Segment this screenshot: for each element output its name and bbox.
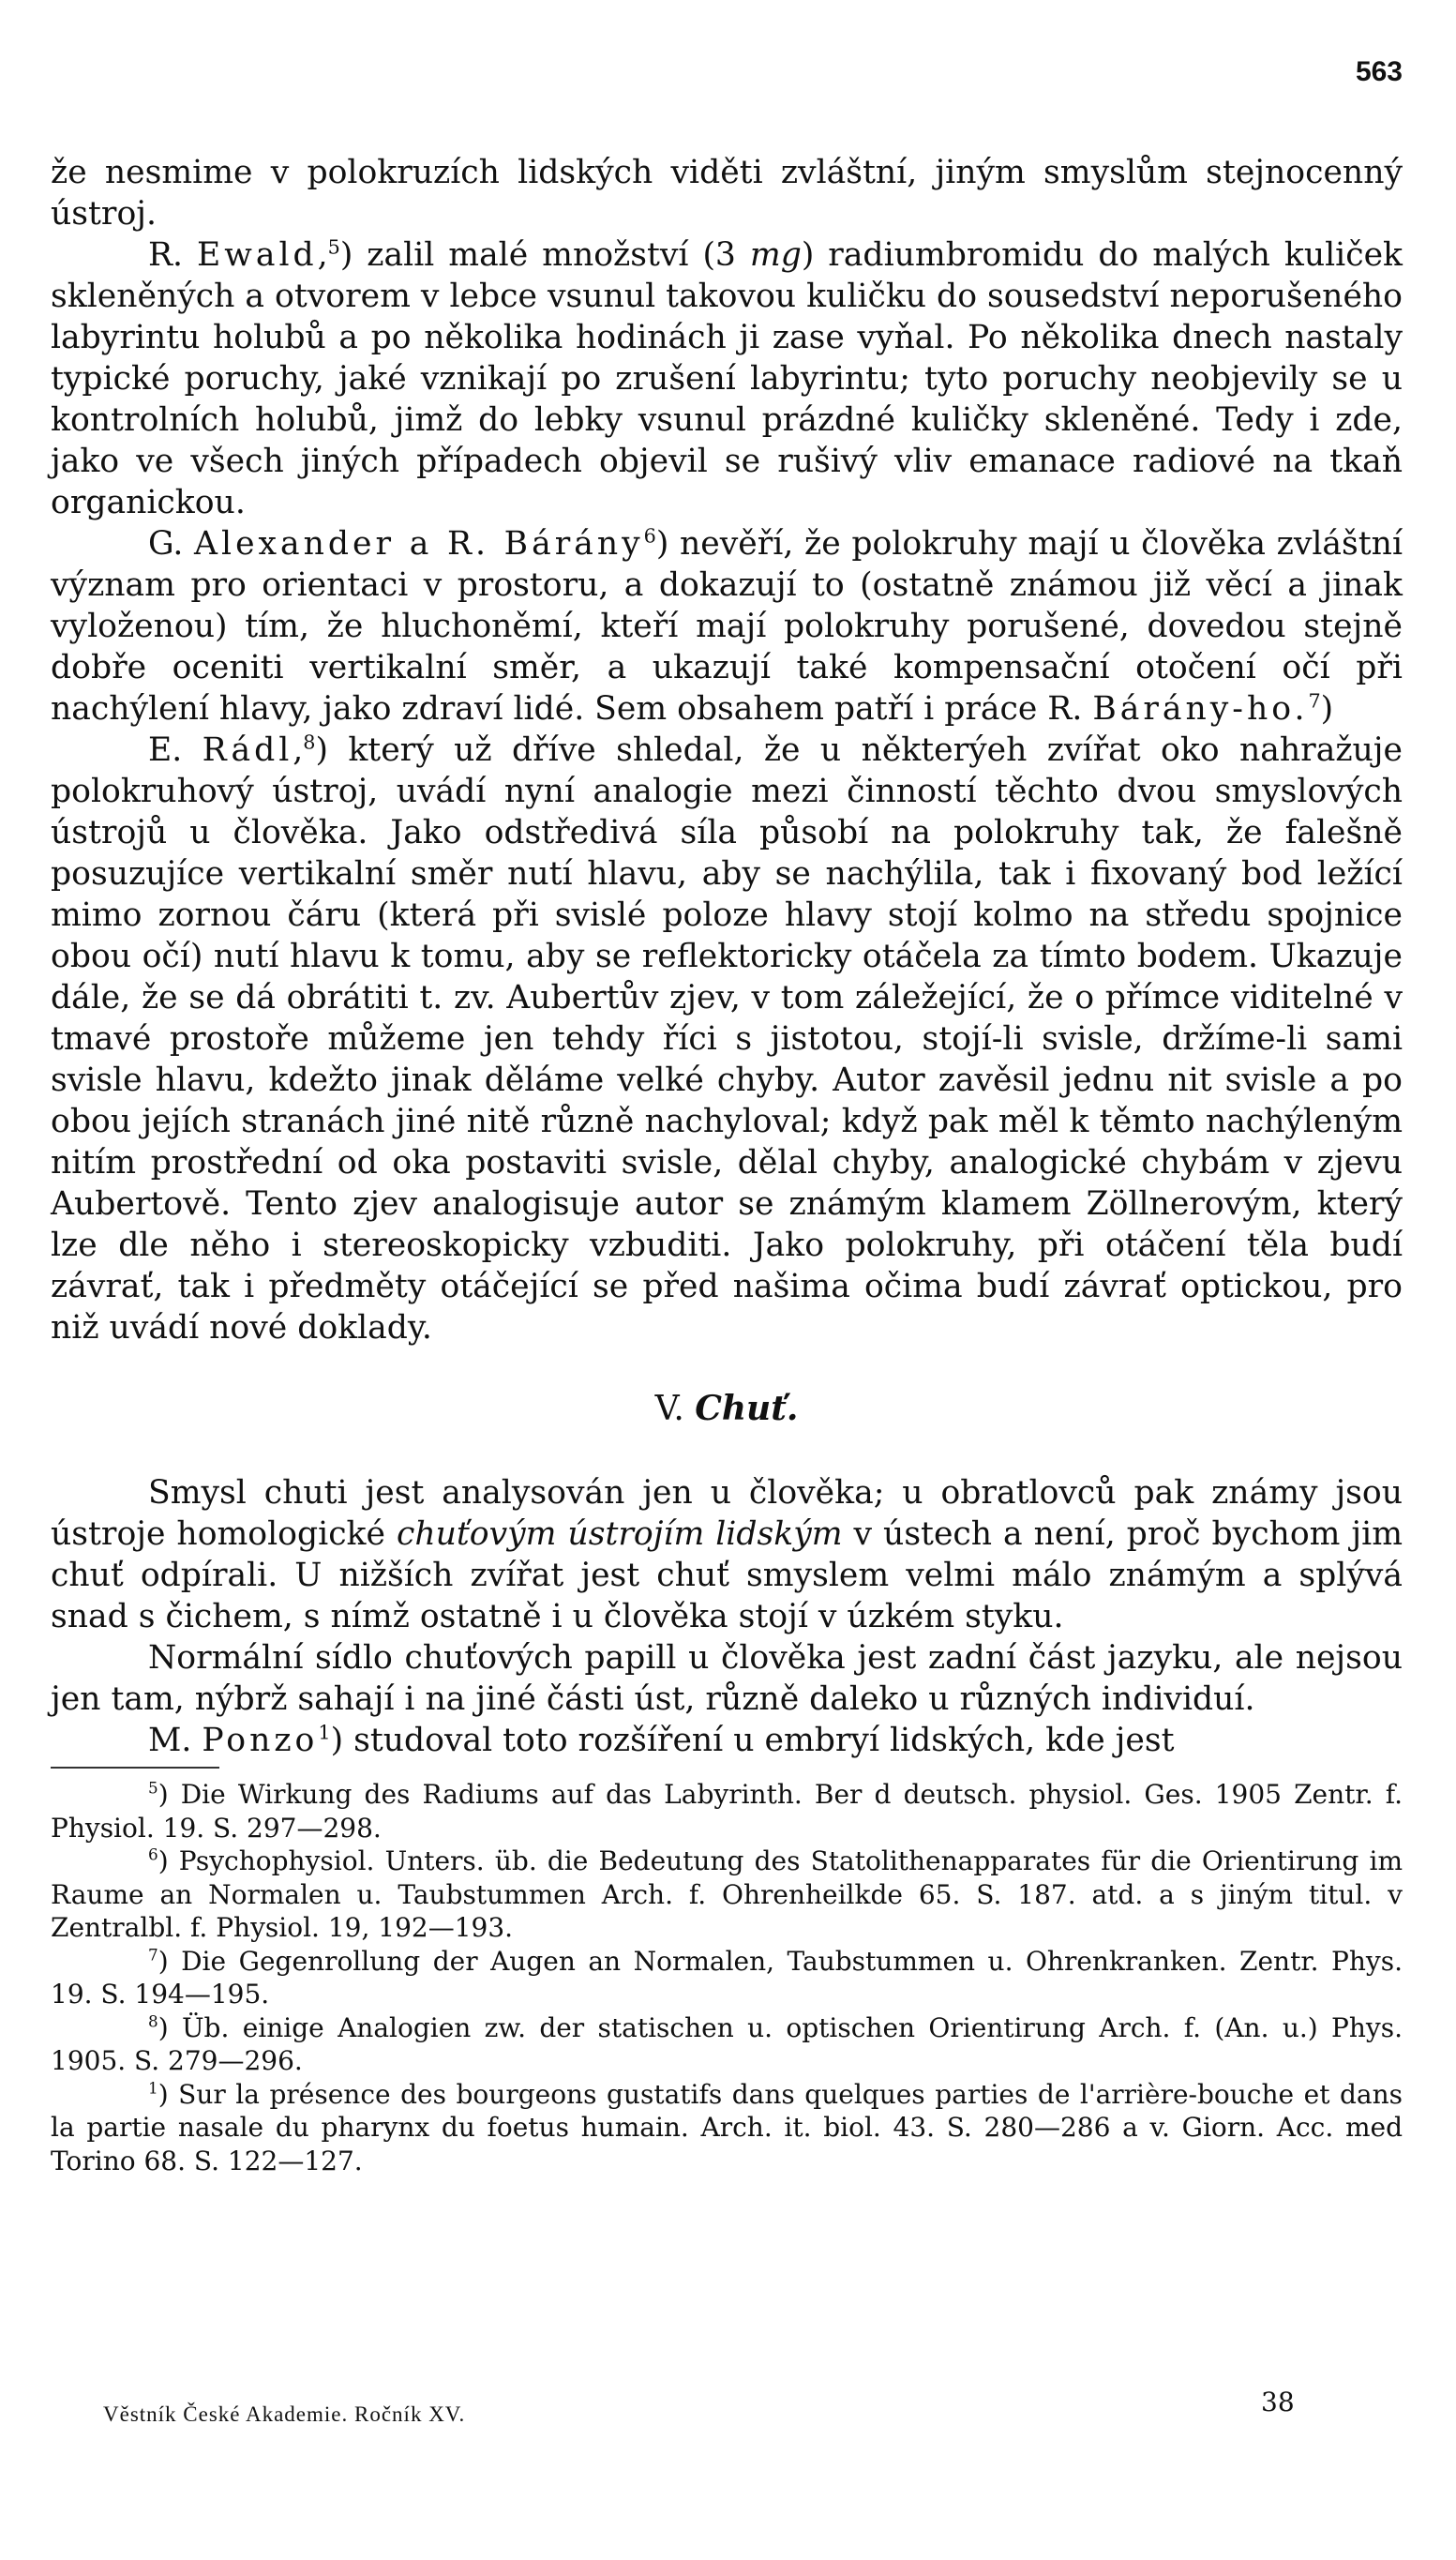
footnote-text: ) Sur la présence des bourgeons gustatifs dans quelques parties de l'arrière-bouche et dans la partie nasale du pharynx du foetus humain. Arch. it. biol. 43. S. 280—286 a v. Giorn. Acc. med Torino 68. S. 122—127. [51, 2078, 1403, 2176]
text-run: M. [148, 1722, 203, 1759]
author-name: Alexander a R. Bárány [194, 525, 644, 563]
text-run: že nesmime v polokruzích lidských viděti zvláštní, jiným smyslům stejnocenný ústroj. [51, 154, 1403, 233]
paragraph [51, 1472, 1403, 1637]
footnote-mark: 1 [148, 2078, 158, 2098]
text-run: ) který už dříve shledal, že u některýeh zvířat oko nahražuje polokruhový ústroj, uvádí nyní analogie mezi činností těchto dvou smyslových ústrojů u člověka. Jako odstředivá síla působí na polokruhy tak, že falešně posuzujíce vertikalní směr nutí hlavu, aby se nachýlila, tak i fixovaný bod ležící mimo zornou čáru (která při svislé poloze hlavy stojí kolmo na středu spojnice obou očí) nutí hlavu k tomu, aby se reflektoricky otáčela za tímto bodem. Ukazuje dále, že se dá obrátiti t. zv. Aubertův zjev, v tom záležející, že o přímce viditelné v tmavé prostoře můžeme jen tehdy říci s jistotou, stojí-li svisle, držíme-li sami svisle hlavu, kdežto jinak děláme velké chyby. Autor zavěsil jednu nit svisle a po obou jejích stranách jiné nitě různě nachyloval; když pak měl k těmto nachýleným nitím prostřední od oka postaviti svisle, dělal chyby, analogické chybám v zjevu Aubertově. Tento zjev analogisuje autor se známým klamem Zöllnerovým, který lze dle něho i stereoskopicky vzbuditi. Jako polokruhy, při otáčení těla budí závrať, tak i předměty otáčející se před našima očima budí závrať optickou, pro niž uvádí nové doklady. [51, 731, 1403, 1347]
paragraphs-after [51, 1472, 1403, 1761]
page-number: 563 [1355, 56, 1403, 87]
paragraph [51, 152, 1403, 234]
paragraph [51, 730, 1403, 1348]
footnote-rule [51, 1767, 219, 1769]
author-name: Rádl [202, 731, 293, 769]
author-name: Ponzo [202, 1722, 319, 1759]
footnote-ref: 6 [643, 524, 656, 548]
footnote-text: ) Die Gegenrollung der Augen an Normalen, Taubstummen u. Ohrenkranken. Zentr. Phys. 19. S. 194—195. [51, 1945, 1403, 2010]
journal-footer: Věstník České Akademie. Ročník XV. [103, 2402, 466, 2426]
footnote [51, 1945, 1403, 2011]
sheet-signature: 38 [1261, 2387, 1295, 2417]
text-run: ) studoval toto rozšíření u embryí lidských, kde jest [330, 1722, 1175, 1759]
text-run: R. [148, 236, 197, 274]
footnote-mark: 8 [148, 2011, 158, 2031]
text-run: ) radiumbromidu do malých kuliček skleněných a otvorem v lebce vsunul takovou kuličku do sousedství neporušeného labyrintu holubů a po několika hodinách ji zase vyňal. Po několika dnech nastaly typické poruchy, jaké vznikají po zrušení labyrintu; tyto poruchy neobjevily se u kontrolních holubů, jimž do lebky vsunul prázdné kuličky skleněné. Tedy i zde, jako ve všech jiných případech objevil se rušivý vliv emanace radiové na tkaň organickou. [51, 236, 1403, 521]
footnote-mark: 6 [148, 1845, 158, 1864]
paragraph [51, 234, 1403, 523]
footnote-mark: 7 [148, 1945, 158, 1965]
text-run: Smysl chuti jest analysován jen u člověka; u obratlovců pak známy jsou ústroje homologické [51, 1474, 1403, 1553]
text-run: ) zalil malé množství (3 [339, 236, 750, 274]
text-run: E. [148, 731, 203, 769]
footnote-ref: 1 [318, 1721, 331, 1744]
footnotes [51, 1778, 1403, 2177]
footnote-text: ) Psychophysiol. Unters. üb. die Bedeutung des Statolithenapparates für die Orientirung im Raume an Normalen u. Taubstummen Arch. f. Ohrenheilkde 65. S. 187. atd. a s jiným titul. v Zentralbl. f. Physiol. 19, 192—193. [51, 1845, 1403, 1943]
section-number: V. [654, 1390, 684, 1428]
paragraphs-before [51, 152, 1403, 1348]
section-heading [51, 1388, 1403, 1430]
paragraph [51, 1637, 1403, 1720]
footnote-ref: 7 [1308, 689, 1321, 713]
text-run: G. [148, 525, 195, 563]
text-run: ) [1320, 690, 1334, 728]
author-name: Ewald [197, 236, 318, 274]
body-text [51, 152, 1403, 2177]
text-run: Normální sídlo chuťových papill u člověka jest zadní část jazyku, ale nejsou jen tam, nýbrž sahají i na jiné části úst, různě daleko u různých individuí. [51, 1639, 1403, 1718]
footnote-text: ) Üb. einige Analogien zw. der statischen u. optischen Orientirung Arch. f. (An. u.) Phys. 1905. S. 279—296. [51, 2011, 1403, 2076]
text-run: v ústech a není, proč bychom jim chuť odpírali. U nižších zvířat jest chuť smyslem velmi málo známým a splývá snad s čichem, s nímž ostatně i u člověka stojí v úzkém styku. [51, 1515, 1403, 1635]
footnote-ref: 5 [327, 235, 340, 259]
footnote [51, 2078, 1403, 2178]
text-run: , [317, 236, 328, 274]
footnote-ref: 8 [303, 730, 316, 754]
footnote [51, 1845, 1403, 1945]
footnote [51, 2011, 1403, 2078]
footnote [51, 1778, 1403, 1845]
author-name: Bárány-ho. [1092, 690, 1309, 728]
emphasis-text: chuťovým ústrojím lidským [396, 1515, 843, 1553]
paragraph [51, 523, 1403, 730]
footnote-mark: 5 [148, 1778, 158, 1798]
paragraph [51, 1720, 1403, 1761]
emphasis-text: mg [749, 236, 802, 274]
text-run: ) nevěří, že polokruhy mají u člověka zvláštní význam pro orientaci v prostoru, a dokazují to (ostatně známou již věcí a jinak vyloženou) tím, že hluchoněmí, kteří mají polokruhy porušené, dovedou stejně dobře oceniti vertikalní směr, a ukazují také kompensační otočení očí při nachýlení hlavy, jako zdraví lidé. Sem obsahem patří i práce R. [51, 525, 1403, 728]
section-title: Chuť. [695, 1389, 799, 1428]
text-run: , [293, 731, 304, 769]
footnote-text: ) Die Wirkung des Radiums auf das Labyrinth. Ber d deutsch. physiol. Ges. 1905 Zentr. f. Physiol. 19. S. 297—298. [51, 1779, 1403, 1844]
